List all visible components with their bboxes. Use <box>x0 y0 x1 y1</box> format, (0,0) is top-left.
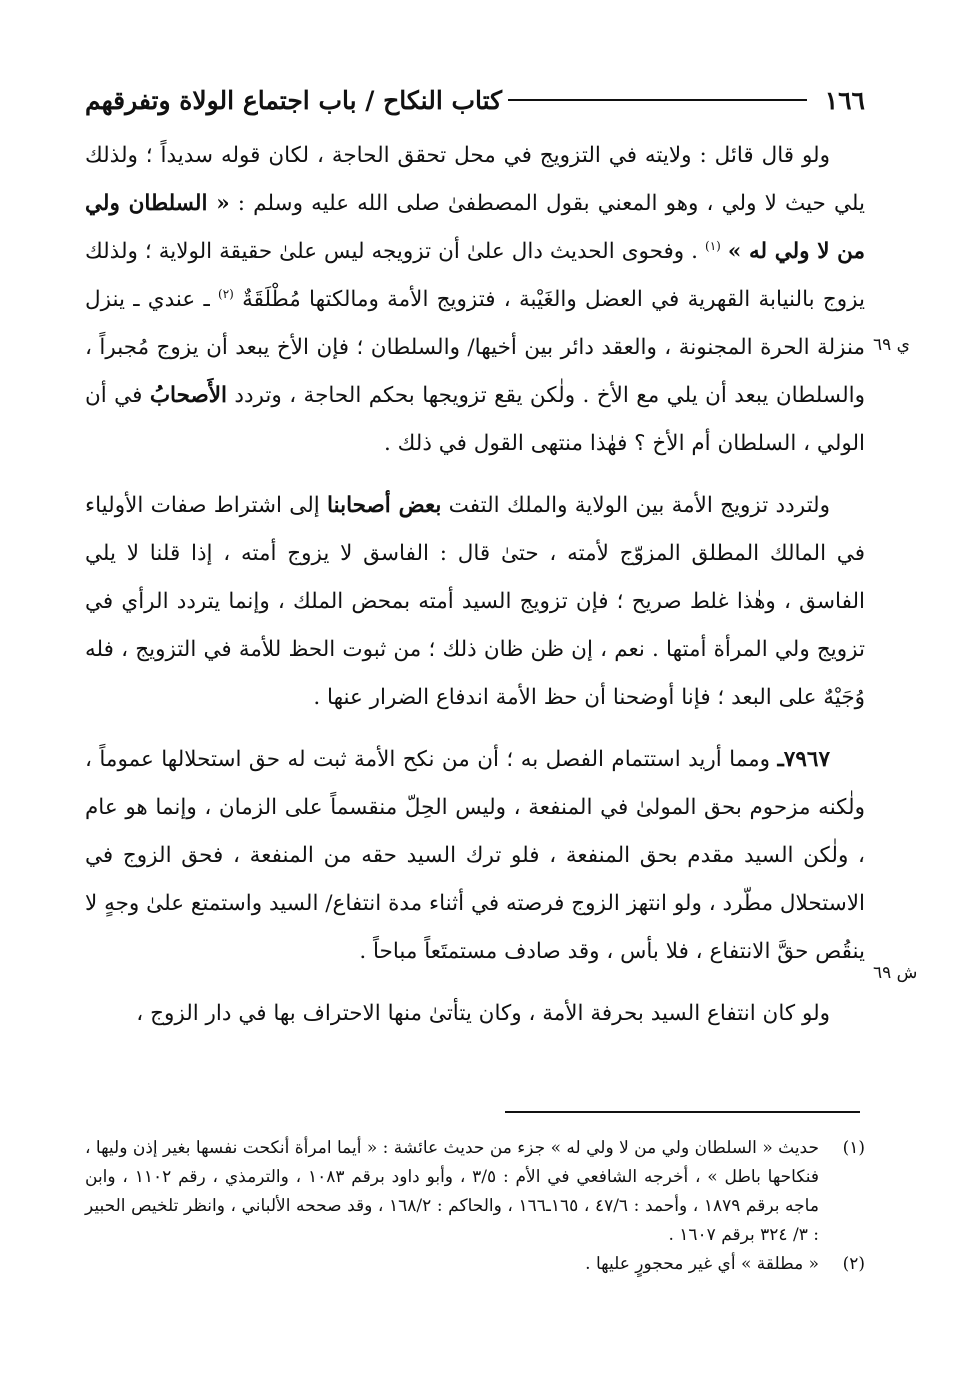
margin-note-ms-shin-69: ش ٦٩ <box>873 963 918 983</box>
paragraph <box>85 482 865 722</box>
paragraph <box>85 990 865 1038</box>
text-run: . وفحوى الحديث دال علىٰ أن تزويجه ليس علىٰ حقيقة الولاية ؛ ولذلك يزوج بالنيابة القهرية في العضل والغَيْبة ، فتزويج الأمة ومالكتها مُطْلَقَةٌ <box>85 239 865 312</box>
margin-note-ms-ya-69: ي ٦٩ <box>873 335 910 355</box>
text-run: ولو قال قائل : ولايته في التزويج في محل تحقق الحاجة ، لكان قوله سديداً ؛ ولذلك يلي حيث لا ولي ، وهو المعني بقول المصطفىٰ صلى الله عليه وسلم : <box>85 143 865 216</box>
section-number: ٧٩٦٧ـ <box>777 747 830 772</box>
footnote-text: « مطلقة » أي غير محجورٍ عليها . <box>585 1254 819 1274</box>
text-run: ومما أريد استتمام الفصل به ؛ أن من نكح الأمة ثبت له حق استحلالها عموماً ، ولٰكنه مزحوم بحق المولىٰ في المنفعة ، وليس الحِلّ منقسماً على الزمان ، وإنما هو عام ، ولٰكن السيد مقدم بحق المنفعة ، فلو ترك السيد حقه من المنفعة ، فحق الزوج في الاستحلال مطّرد ، ولو انتهز الزوج فرصته في أثناء مدة انتفاع/ السيد واستمتع علىٰ وجهٍ لا ينقُص حقَّ الانتفاع ، فلا بأس ، وقد صادف مستمتَعاً مباحاً . <box>85 747 865 964</box>
footnote-ref: (١) <box>705 238 721 253</box>
emphasis: بعض أصحابنا <box>327 493 442 518</box>
hadith-quote: « السلطان ولي من لا ولي له » <box>85 191 865 264</box>
paragraph <box>85 736 865 976</box>
footnote-separator <box>505 1111 860 1113</box>
footnote <box>85 1134 865 1250</box>
paragraph <box>85 132 865 468</box>
emphasis: الأَصحابُ <box>149 383 227 408</box>
text-run: ـ عندي ـ ينزل منزلة الحرة المجنونة ، والعقد دائر بين أخيها/ والسلطان ؛ فإن الأخ يبعد أن يزوج مُجبراً ، والسلطان يبعد أن يلي مع الأخ . ولٰكن يقع تزويجها بحكم الحاجة ، وتردد <box>85 287 866 408</box>
text-run: ولو كان انتفاع السيد بحرفة الأمة ، وكان يتأتىٰ منها الاحتراف بها في دار الزوج ، <box>136 1001 830 1026</box>
footnote-text: حديث « السلطان ولي من لا ولي له » جزء من حديث عائشة : « أيما امرأة أنكحت نفسها بغير إذن وليها ، فنكاحها باطل » ، أخرجه الشافعي في الأم : ٣/٥ ، وأبو داود برقم ١٠٨٣ ، والترمذي ، رقم ١١٠٢ ، وابن ماجه برقم ١٨٧٩ ، وأحمد : ٤٧/٦ ، ١٦٥ـ١٦٦ ، والحاكم : ١٦٨/٢ ، وقد صححه الألباني ، وانظر تلخيص الحبير : ٣/ ٣٢٤ برقم ١٦٠٧ . <box>85 1138 820 1245</box>
header-rule <box>508 99 807 101</box>
text-run: في أن الولي ، السلطان أم الأخ ؟ فهٰذا منتهى القول في ذلك . <box>85 383 865 456</box>
page-number: ١٦٦ <box>824 85 865 115</box>
page-header <box>85 80 865 120</box>
footnote-number: (٢) <box>842 1254 865 1274</box>
footnote <box>85 1250 865 1279</box>
running-title: كتاب النكاح / باب اجتماع الولاة وتفرقهم <box>85 85 503 115</box>
main-text <box>85 132 865 1038</box>
text-run: إلى اشتراط صفات الأولياء في المالك المطلق المزوّج لأمته ، حتىٰ قال : الفاسق لا يزوج أمته ، إذا قلنا لا يلي الفاسق ، وهٰذا غلط صريح ؛ فإن تزويج السيد أمته بمحض الملك ، وإنما يتردد الرأي في تزويج ولي المرأة أمتها . نعم ، إن ظن ظان ذلك ؛ من ثبوت الحظ للأمة في التزويج ، فله وُجَيْهٌ على البعد ؛ فإنا أوضحنا أن حظ الأمة اندفاع الضرار عنها . <box>85 493 865 710</box>
footnote-ref: (٢) <box>218 286 234 301</box>
footnote-number: (١) <box>842 1138 865 1158</box>
text-run: ولتردد تزويج الأمة بين الولاية والملك التفت <box>441 493 830 518</box>
footnotes <box>85 1134 865 1279</box>
